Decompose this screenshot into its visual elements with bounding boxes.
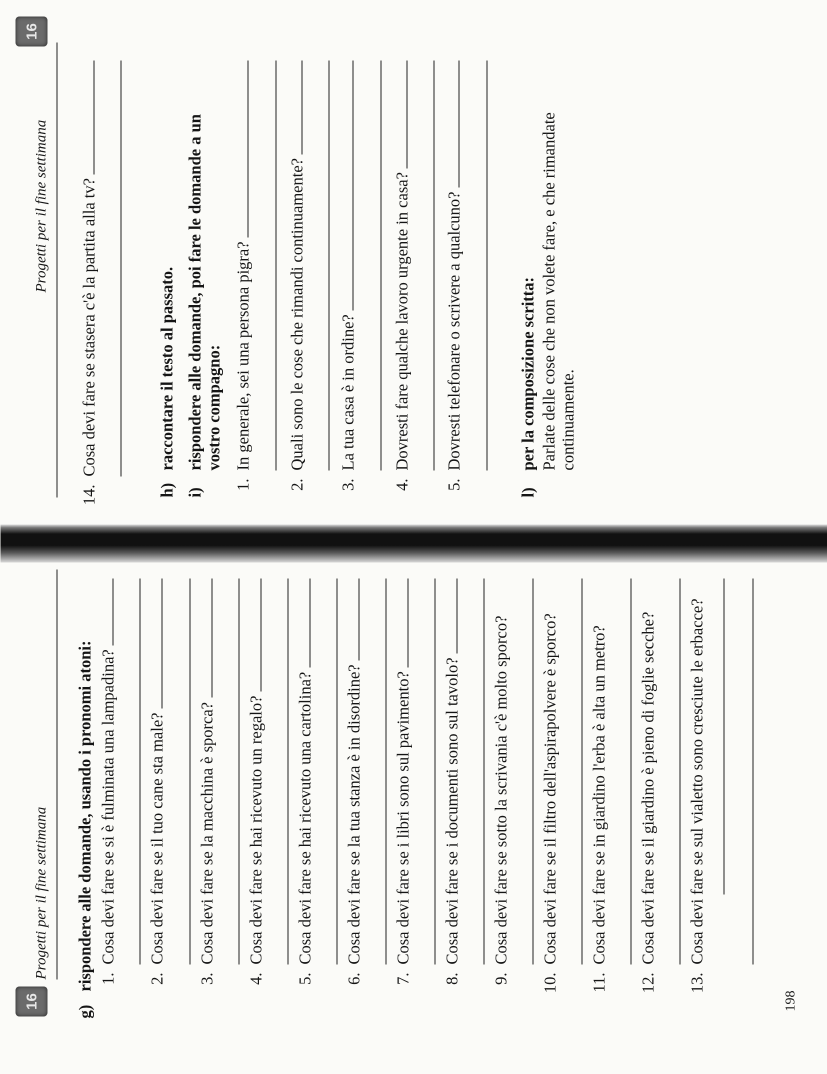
question-i-3 — [338, 60, 358, 504]
header-rule — [56, 569, 57, 979]
left-page — [0, 562, 827, 1074]
question-6 — [344, 578, 364, 998]
question-12 — [638, 578, 658, 998]
question-number: 10. — [540, 972, 559, 993]
running-header: Progetti per il fine settimana — [33, 806, 49, 979]
book-gutter — [0, 524, 827, 562]
question-2 — [147, 578, 167, 998]
section-l-letter: l) — [518, 486, 537, 497]
question-text: Cosa devi fare se il giardino è pieno di foglie secche? — [638, 611, 657, 964]
question-number: 3. — [338, 478, 357, 491]
question-text: In generale, sei una persona pigra? — [233, 240, 252, 470]
section-h-letter: h) — [157, 482, 176, 497]
question-text: Cosa devi fare se la macchina è sporca? — [197, 701, 216, 964]
answer-line[interactable] — [752, 578, 753, 964]
question-number: 8. — [442, 972, 461, 985]
section-l-prompt: Parlate delle cose che non volete fare, e che rimandate continuamente. — [539, 111, 577, 470]
answer-blank[interactable] — [295, 578, 310, 667]
question-number: 4. — [246, 972, 265, 985]
question-text: Cosa devi fare se hai ricevuto una cartolina? — [295, 671, 314, 964]
question-5 — [295, 578, 315, 998]
question-7 — [393, 578, 413, 998]
chapter-tab — [15, 986, 47, 1016]
question-text: La tua casa è in ordine? — [338, 313, 357, 470]
question-9 — [491, 578, 511, 998]
question-number: 2. — [287, 478, 306, 491]
question-text: Dovresti telefonare o scrivere a qualcuno? — [444, 191, 463, 470]
answer-line[interactable] — [630, 578, 631, 964]
answer-line[interactable] — [275, 60, 276, 470]
header-rule — [56, 42, 57, 497]
answer-blank[interactable] — [98, 578, 113, 645]
answer-blank[interactable] — [147, 578, 162, 708]
question-11 — [589, 578, 609, 998]
question-number: 5. — [295, 972, 314, 985]
question-number: 13. — [687, 972, 706, 993]
question-4 — [246, 578, 266, 998]
question-3 — [197, 578, 217, 998]
answer-blank[interactable] — [197, 578, 212, 698]
question-number: 12. — [638, 972, 657, 993]
answer-blank[interactable] — [287, 60, 302, 154]
question-text: Quali sono le cose che rimandi continuamente? — [287, 157, 306, 470]
answer-line[interactable] — [483, 578, 484, 964]
answer-blank[interactable] — [392, 60, 407, 168]
question-14 — [79, 60, 99, 510]
answer-line[interactable] — [433, 60, 434, 470]
section-i-title-cont: vostro compagno: — [204, 344, 223, 470]
question-text: Cosa devi fare se in giardino l'erba è alta un metro? — [589, 624, 608, 964]
question-number: 11. — [589, 972, 608, 993]
question-number: 2. — [147, 972, 166, 985]
right-page — [0, 0, 827, 512]
chapter-number: 16 — [22, 22, 40, 40]
answer-line[interactable] — [238, 578, 239, 964]
question-text: Cosa devi fare se i libri sono sul pavimento? — [393, 670, 412, 964]
question-number: 6. — [344, 972, 363, 985]
answer-line[interactable] — [336, 578, 337, 964]
question-text: Cosa devi fare se hai ricevuto un regalo? — [246, 695, 265, 964]
answer-line[interactable] — [385, 578, 386, 964]
section-i-title: rispondere alle domande, poi fare le domande a un — [185, 113, 204, 470]
answer-blank[interactable] — [338, 60, 353, 310]
question-text: Cosa devi fare se il tuo cane sta male? — [147, 712, 166, 964]
answer-line[interactable] — [532, 578, 533, 964]
answer-line[interactable] — [189, 578, 190, 964]
question-text: Dovresti fare qualche lavoro urgente in casa? — [392, 171, 411, 470]
question-i-5 — [444, 60, 464, 504]
answer-blank[interactable] — [723, 578, 724, 894]
chapter-number: 16 — [22, 992, 40, 1010]
answer-blank[interactable] — [79, 60, 94, 174]
question-text: Cosa devi fare se stasera c'è la partita alla tv? — [79, 177, 98, 476]
question-i-1 — [233, 60, 253, 504]
question-text: Cosa devi fare se sotto la scrivania c'è molto sporco? — [491, 615, 510, 964]
question-i-2 — [287, 60, 307, 504]
answer-line[interactable] — [486, 60, 487, 470]
answer-blank[interactable] — [442, 578, 457, 653]
answer-line[interactable] — [328, 60, 329, 470]
question-i-4 — [392, 60, 412, 504]
question-10 — [540, 578, 560, 998]
question-number: 5. — [444, 478, 463, 491]
answer-line[interactable] — [679, 578, 680, 964]
question-text: Cosa devi fare se i documenti sono sul tavolo? — [442, 656, 461, 964]
answer-line[interactable] — [287, 578, 288, 964]
question-text: Cosa devi fare se sul vialetto sono cresciute le erbacce? — [687, 597, 706, 964]
question-number: 14. — [79, 484, 98, 505]
question-13 — [687, 578, 707, 998]
section-g-title: rispondere alle domande, usando i pronomi atoni: — [75, 640, 94, 991]
question-number: 3. — [197, 972, 216, 985]
question-number: 4. — [392, 478, 411, 491]
running-header: Progetti per il fine settimana — [33, 119, 49, 292]
answer-blank[interactable] — [344, 578, 359, 660]
question-number: 9. — [491, 972, 510, 985]
answer-line[interactable] — [120, 60, 121, 476]
section-h-title: raccontare il testo al passato. — [157, 266, 176, 470]
question-number: 1. — [98, 972, 117, 985]
question-text: Cosa devi fare se il filtro dell'aspirapolvere è sporco? — [540, 612, 559, 964]
answer-line[interactable] — [581, 578, 582, 964]
answer-blank[interactable] — [393, 578, 408, 667]
question-number: 1. — [233, 478, 252, 491]
question-number: 7. — [393, 972, 412, 985]
answer-blank[interactable] — [246, 578, 261, 691]
chapter-tab — [15, 16, 47, 46]
question-1 — [98, 578, 118, 998]
question-8 — [442, 578, 462, 998]
section-l-title: per la composizione scritta: — [518, 276, 537, 470]
answer-line[interactable] — [434, 578, 435, 964]
answer-line[interactable] — [139, 578, 140, 964]
page-number: 198 — [783, 990, 798, 1011]
question-text: Cosa devi fare se la tua stanza è in disordine? — [344, 663, 363, 964]
answer-blank[interactable] — [233, 60, 248, 237]
answer-line[interactable] — [380, 60, 381, 470]
answer-blank[interactable] — [444, 60, 459, 187]
question-text: Cosa devi fare se si è fulminata una lampadina? — [98, 648, 117, 964]
section-g-letter: g) — [75, 1004, 94, 1018]
section-i-letter: i) — [185, 486, 204, 497]
